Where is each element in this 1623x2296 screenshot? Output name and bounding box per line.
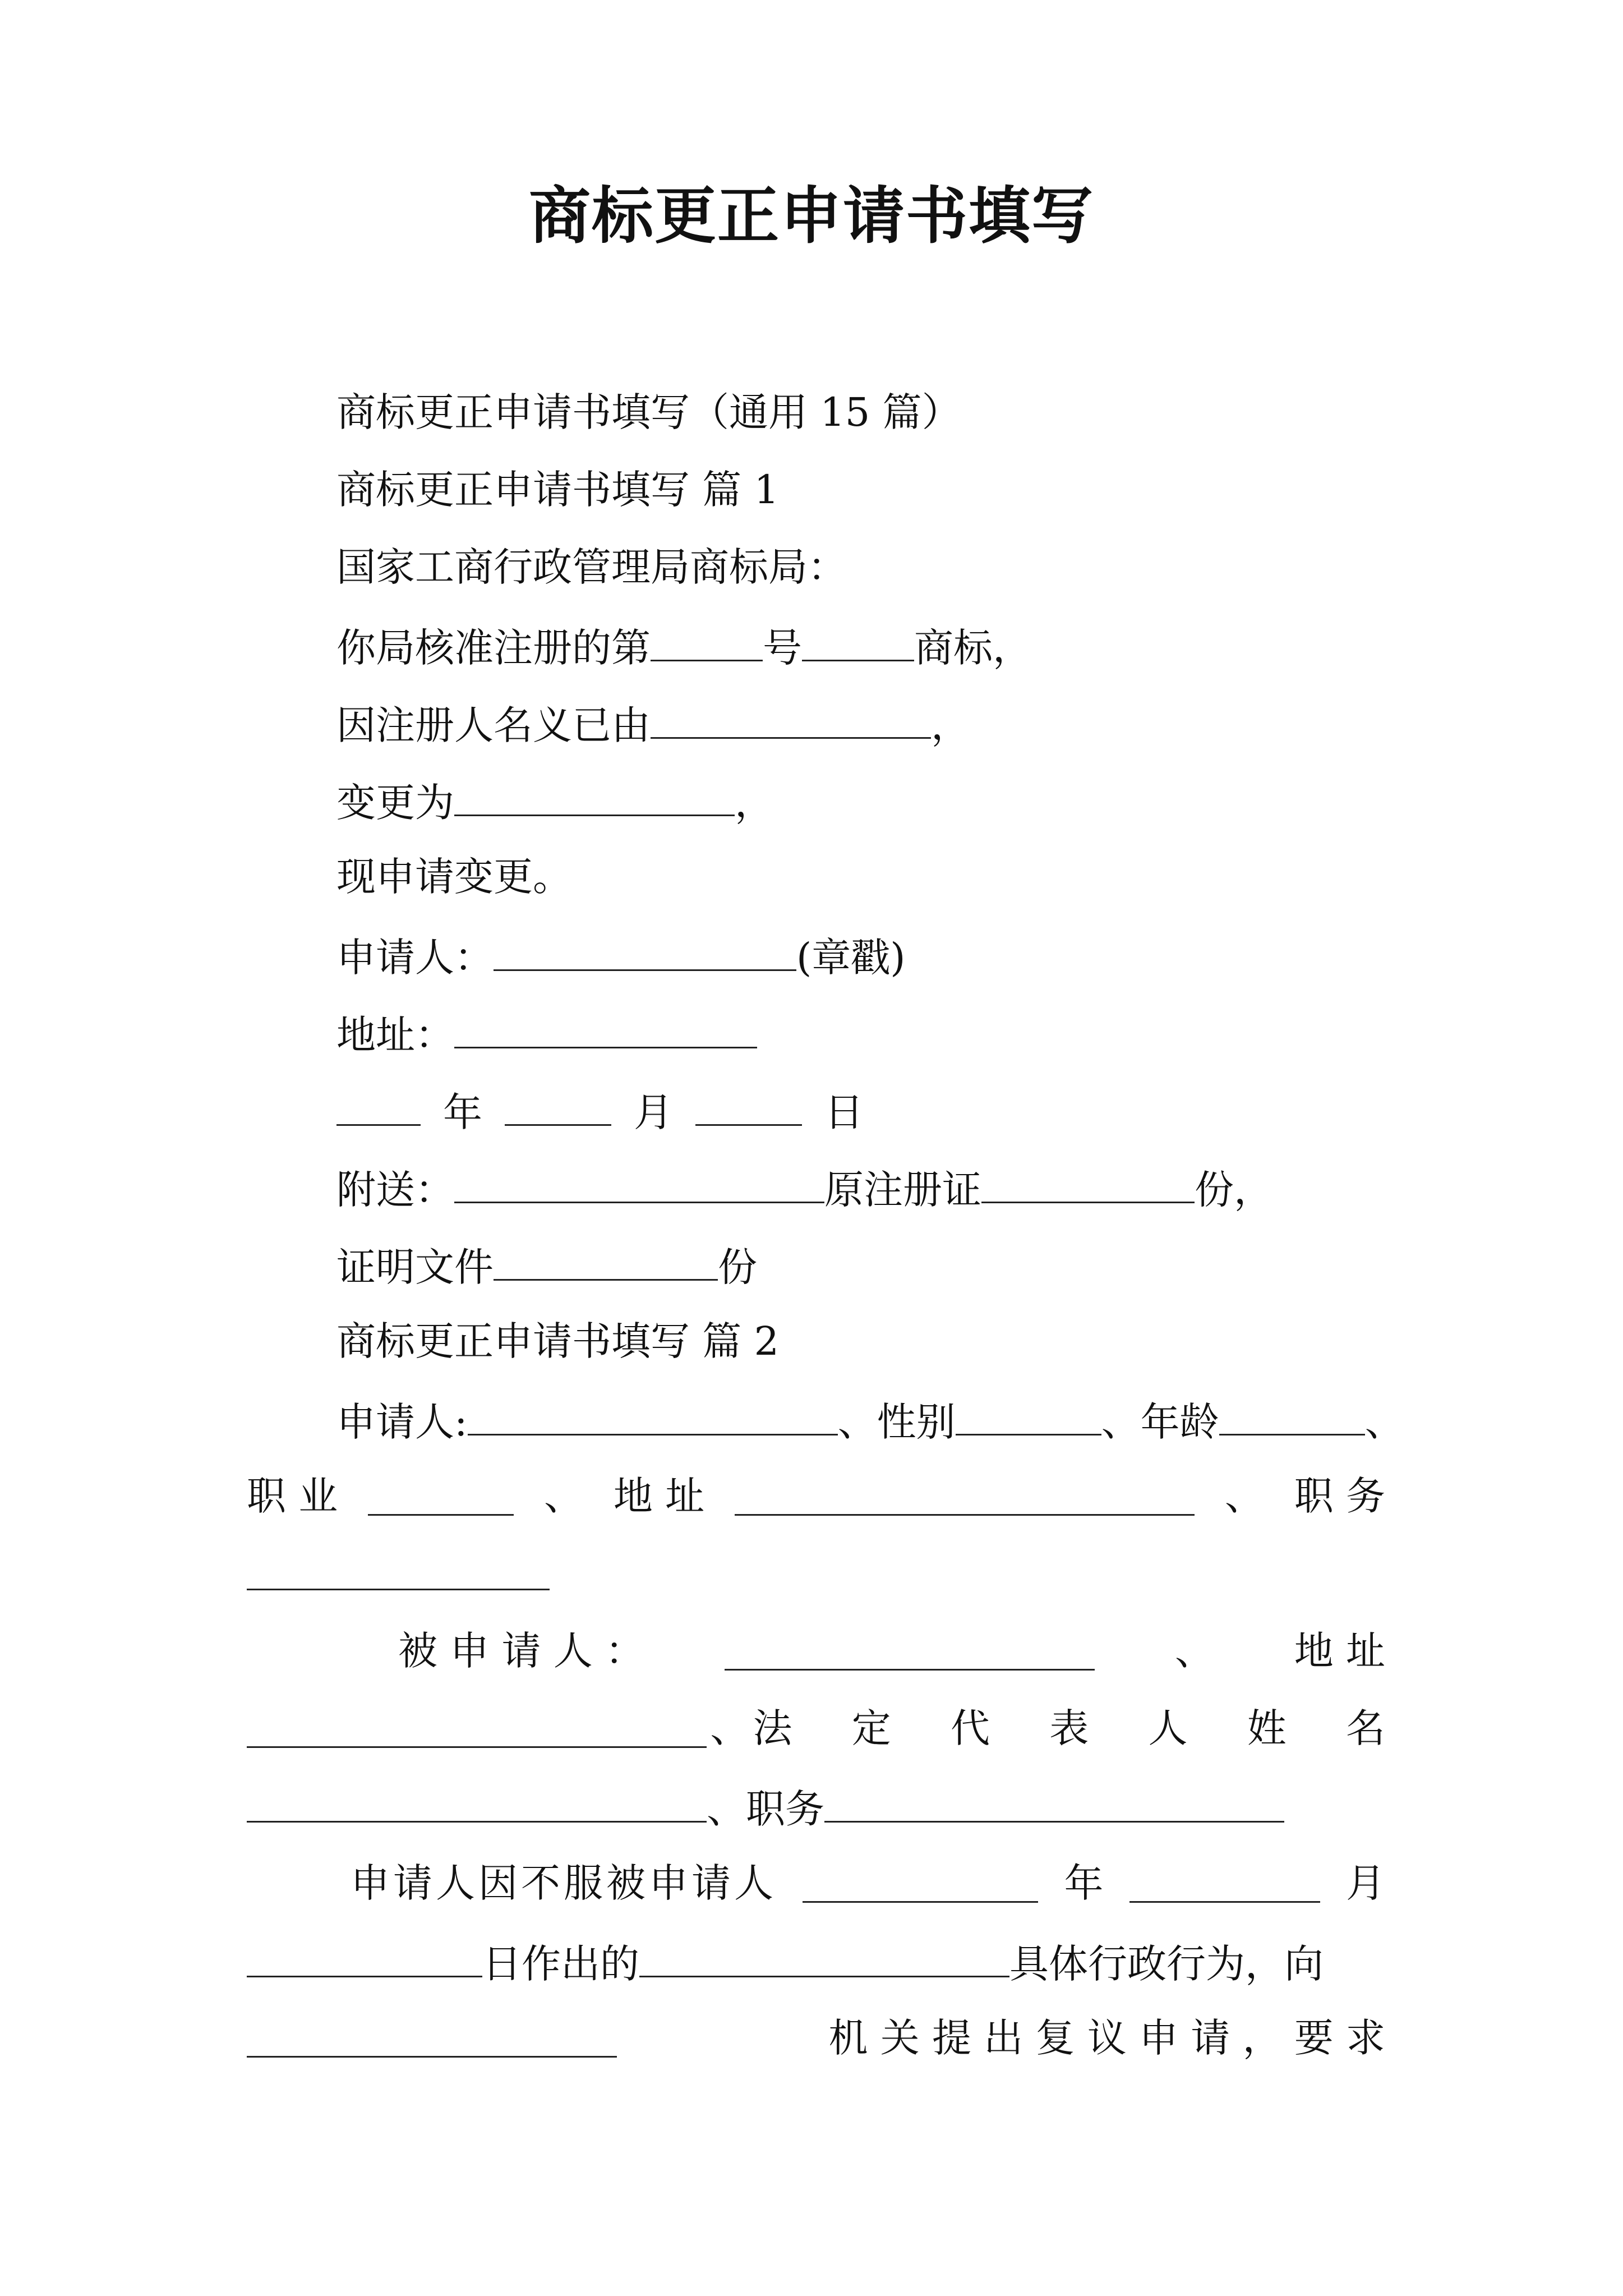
addressee-line: 国家工商行政管理局商标局： <box>336 544 847 590</box>
original-cert-label: 原注册证 <box>824 1167 981 1213</box>
original-cert-blank[interactable] <box>981 1167 1195 1203</box>
review-request-text: 机 关 提 出 复 议 申 请 ， 要 求 <box>828 2015 1385 2061</box>
year-blank[interactable] <box>336 1089 421 1126</box>
s2-applicant-blank[interactable] <box>468 1399 838 1435</box>
respondent-blank[interactable] <box>725 1634 1095 1671</box>
decision-text: 日作出的 <box>482 1941 639 1987</box>
proof-document-line <box>336 1244 757 1290</box>
position-blank[interactable] <box>247 1554 550 1590</box>
resp-position-line <box>247 1786 1284 1832</box>
sep-4: 、 <box>543 1473 583 1519</box>
former-name-blank[interactable] <box>651 702 931 739</box>
date-line <box>336 1089 864 1135</box>
proof-document-unit: 份 <box>718 1244 757 1290</box>
sep-6: 、 <box>1174 1628 1214 1674</box>
address-label: 地址： <box>336 1012 454 1058</box>
review-organ-blank[interactable] <box>247 2021 617 2058</box>
complaint-year-label: 年 <box>1064 1860 1104 1906</box>
new-name-blank[interactable] <box>454 780 735 816</box>
attachment-label: 附送： <box>336 1167 454 1213</box>
position-blank-line <box>247 1554 550 1596</box>
action-text: 具体行政行为，向 <box>1009 1941 1324 1987</box>
sep-7: 、 <box>710 1705 750 1751</box>
trademark-name-blank[interactable] <box>802 625 914 661</box>
position-label: 职 务 <box>1294 1473 1385 1519</box>
registration-number-blank[interactable] <box>651 625 763 661</box>
former-name-line <box>336 702 970 748</box>
decision-day-blank[interactable] <box>247 1941 482 1977</box>
legal-rep-line <box>247 1705 1409 1751</box>
legal-rep-label: 法 定 代 表 人 姓 名 <box>753 1705 1409 1751</box>
occupation-line <box>247 1473 1385 1519</box>
day-label: 日 <box>824 1089 864 1135</box>
applicant-label: 申请人： <box>336 935 494 981</box>
resp-position-blank[interactable] <box>824 1786 1284 1823</box>
former-name-comma: ， <box>931 702 970 748</box>
decision-line <box>247 1941 1324 1987</box>
new-name-text: 变更为 <box>336 780 454 826</box>
occupation-label: 职 业 <box>247 1473 338 1519</box>
occupation-blank[interactable] <box>368 1479 514 1516</box>
complaint-line <box>351 1860 1385 1906</box>
s2-applicant-label: 申请人: <box>336 1399 468 1445</box>
applicant-seal: (章戳) <box>796 935 906 981</box>
sep-3: 、 <box>1364 1399 1404 1445</box>
intro-line: 商标更正申请书填写（通用 15 篇） <box>336 389 961 435</box>
legal-rep-blank[interactable] <box>247 1786 707 1823</box>
resp-address-label: 地 址 <box>1294 1628 1385 1674</box>
gender-blank[interactable] <box>956 1399 1101 1435</box>
registration-line <box>336 625 1032 671</box>
page-title: 商标更正申请书填写 <box>529 180 1094 252</box>
sep-8: 、 <box>707 1786 746 1832</box>
s2-address-label: 地 址 <box>613 1473 705 1519</box>
resp-position-label: 职务 <box>746 1786 824 1832</box>
sep-5: 、 <box>1224 1473 1264 1519</box>
proof-document-label: 证明文件 <box>336 1244 494 1290</box>
respondent-label: 被 申 请 人 ： <box>398 1628 645 1674</box>
request-change-line: 现申请变更。 <box>336 854 572 900</box>
sep-2: 、 <box>1101 1399 1141 1445</box>
sep-1: 、 <box>837 1399 877 1445</box>
month-blank[interactable] <box>505 1089 611 1126</box>
attachment-blank[interactable] <box>454 1167 824 1203</box>
complaint-year-blank[interactable] <box>803 1866 1038 1903</box>
year-label: 年 <box>443 1089 482 1135</box>
action-blank[interactable] <box>639 1941 1009 1977</box>
attachment-line <box>336 1167 1273 1213</box>
new-name-line <box>336 780 774 826</box>
complaint-month-blank[interactable] <box>1129 1866 1320 1903</box>
s2-address-blank[interactable] <box>735 1479 1195 1516</box>
day-blank[interactable] <box>695 1089 802 1126</box>
complaint-text-a: 申请人因不服被申请人 <box>351 1860 777 1906</box>
applicant-line <box>336 935 906 981</box>
gender-label: 性别 <box>877 1399 956 1445</box>
month-label: 月 <box>634 1089 673 1135</box>
registration-text-a: 你局核准注册的第 <box>336 625 651 671</box>
address-blank[interactable] <box>454 1012 757 1048</box>
applicant-info-line <box>336 1399 1404 1445</box>
section2-heading: 商标更正申请书填写 篇 2 <box>336 1318 780 1364</box>
review-request-line <box>247 2015 1385 2061</box>
registration-text-b: 号 <box>763 625 802 671</box>
section1-heading: 商标更正申请书填写 篇 1 <box>336 467 780 513</box>
registration-text-c: 商标， <box>914 625 1032 671</box>
new-name-comma: ， <box>735 780 774 826</box>
applicant-blank[interactable] <box>494 935 796 971</box>
address-line <box>336 1012 757 1058</box>
age-blank[interactable] <box>1219 1399 1365 1435</box>
resp-address-blank[interactable] <box>247 1711 707 1748</box>
respondent-line <box>398 1628 1385 1674</box>
proof-document-blank[interactable] <box>494 1244 718 1281</box>
former-name-text: 因注册人名义已由 <box>336 702 651 748</box>
original-cert-unit: 份， <box>1195 1167 1273 1213</box>
complaint-month-label: 月 <box>1346 1860 1385 1906</box>
age-label: 年龄 <box>1140 1399 1219 1445</box>
